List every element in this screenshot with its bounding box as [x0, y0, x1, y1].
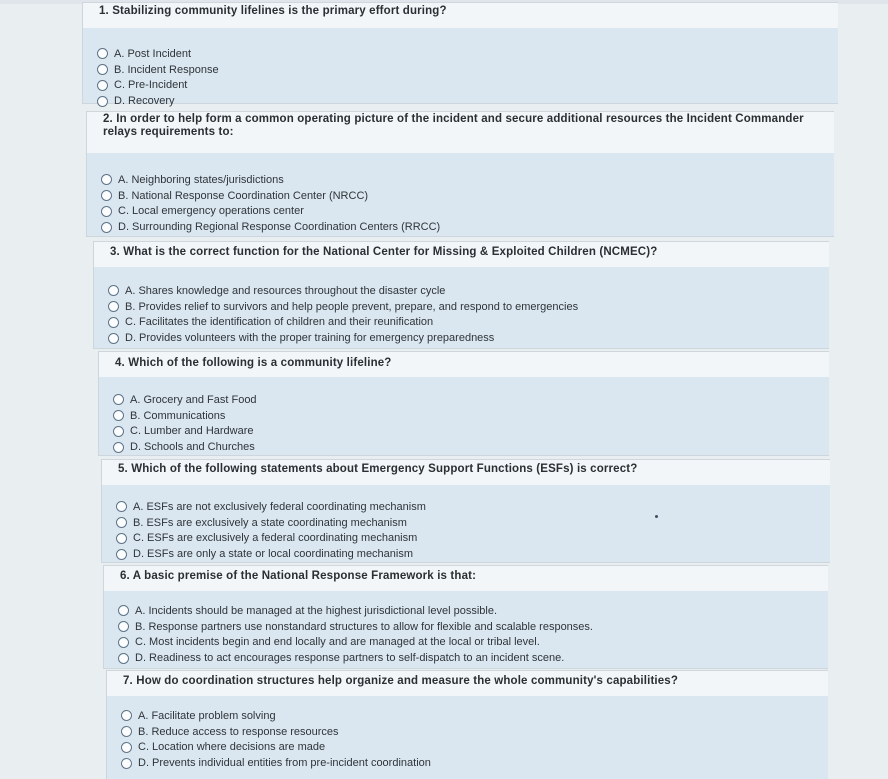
radio-button[interactable] — [108, 317, 119, 328]
radio-button[interactable] — [113, 442, 124, 453]
radio-button[interactable] — [118, 653, 129, 664]
question-title: 7. How do coordination structures help organize and measure the whole community's capabilities? — [123, 675, 679, 687]
answer-option-d[interactable] — [118, 650, 593, 666]
radio-button[interactable] — [121, 710, 132, 721]
option-label: C. Most incidents begin and end locally and are managed at the local or tribal level. — [135, 636, 540, 649]
radio-button[interactable] — [108, 285, 119, 296]
answer-option-b[interactable] — [118, 619, 593, 635]
option-label: B. National Response Coordination Center (NRCC) — [118, 189, 369, 202]
option-label: A. Grocery and Fast Food — [130, 393, 257, 406]
option-label: A. Neighboring states/jurisdictions — [118, 173, 284, 186]
answer-options — [108, 283, 578, 346]
option-label: B. Reduce access to response resources — [138, 725, 339, 738]
answer-option-b[interactable] — [108, 299, 578, 315]
radio-button[interactable] — [121, 758, 132, 769]
radio-button[interactable] — [116, 533, 127, 544]
radio-button[interactable] — [113, 426, 124, 437]
radio-button[interactable] — [116, 517, 127, 528]
question-title: 3. What is the correct function for the National Center for Missing & Exploited Children (NCMEC)? — [110, 246, 658, 258]
option-label: D. Surrounding Regional Response Coordination Centers (RRCC) — [118, 221, 441, 234]
radio-button[interactable] — [101, 174, 112, 185]
radio-button[interactable] — [101, 206, 112, 217]
option-label: C. Location where decisions are made — [138, 741, 326, 754]
option-label: A. Post Incident — [114, 47, 192, 60]
question-5 — [101, 459, 830, 563]
option-label: A. Facilitate problem solving — [138, 709, 276, 722]
answer-options — [116, 499, 426, 562]
option-label: C. Pre-Incident — [114, 79, 188, 92]
radio-button[interactable] — [108, 333, 119, 344]
option-label: B. Provides relief to survivors and help people prevent, prepare, and respond to emergencies — [125, 300, 579, 313]
radio-button[interactable] — [118, 637, 129, 648]
option-label: C. ESFs are exclusively a federal coordinating mechanism — [133, 532, 418, 545]
question-title: 6. A basic premise of the National Response Framework is that: — [120, 570, 477, 582]
answer-option-b[interactable] — [101, 188, 440, 204]
answer-option-b[interactable] — [113, 408, 257, 424]
question-4 — [98, 351, 829, 456]
answer-option-b[interactable] — [116, 515, 426, 531]
question-7 — [106, 670, 828, 779]
option-label: D. Schools and Churches — [130, 441, 255, 454]
option-label: B. Incident Response — [114, 63, 219, 76]
radio-button[interactable] — [113, 410, 124, 421]
option-label: D. Provides volunteers with the proper training for emergency preparedness — [125, 332, 495, 345]
question-3 — [93, 241, 829, 349]
answer-option-a[interactable] — [118, 603, 593, 619]
option-label: D. Recovery — [114, 95, 175, 108]
question-1 — [82, 2, 838, 108]
answer-option-c[interactable] — [121, 740, 431, 756]
question-title: 5. Which of the following statements about Emergency Support Functions (ESFs) is correct? — [118, 463, 638, 475]
answer-option-c[interactable] — [97, 78, 219, 94]
question-title: 2. In order to help form a common operating picture of the incident and secure additional resources the Incident Commander relays requirements to: — [103, 113, 804, 138]
option-label: B. Response partners use nonstandard structures to allow for flexible and scalable responses. — [135, 620, 593, 633]
answer-options — [118, 603, 593, 666]
answer-options — [97, 46, 219, 109]
option-label: B. Communications — [130, 409, 226, 422]
answer-option-d[interactable] — [113, 439, 257, 455]
answer-option-c[interactable] — [101, 204, 440, 220]
radio-button[interactable] — [97, 80, 108, 91]
answer-option-c[interactable] — [118, 635, 593, 651]
radio-button[interactable] — [101, 190, 112, 201]
answer-options — [101, 172, 440, 235]
answer-option-d[interactable] — [101, 219, 440, 235]
stray-dot — [655, 515, 658, 518]
answer-option-d[interactable] — [116, 546, 426, 562]
question-title: 1. Stabilizing community lifelines is the primary effort during? — [99, 5, 447, 17]
answer-option-c[interactable] — [108, 315, 578, 331]
answer-option-d[interactable] — [108, 330, 578, 346]
radio-button[interactable] — [118, 605, 129, 616]
option-label: A. Incidents should be managed at the highest jurisdictional level possible. — [135, 604, 498, 617]
answer-options — [121, 708, 431, 771]
radio-button[interactable] — [97, 48, 108, 59]
radio-button[interactable] — [118, 621, 129, 632]
option-label: A. ESFs are not exclusively federal coordinating mechanism — [133, 500, 426, 513]
option-label: B. ESFs are exclusively a state coordinating mechanism — [133, 516, 407, 529]
answer-option-b[interactable] — [121, 724, 431, 740]
answer-option-a[interactable] — [108, 283, 578, 299]
radio-button[interactable] — [113, 394, 124, 405]
option-label: C. Lumber and Hardware — [130, 425, 254, 438]
option-label: A. Shares knowledge and resources throughout the disaster cycle — [125, 284, 446, 297]
answer-option-d[interactable] — [97, 93, 219, 109]
answer-option-b[interactable] — [97, 62, 219, 78]
answer-option-d[interactable] — [121, 755, 431, 771]
radio-button[interactable] — [121, 742, 132, 753]
answer-option-a[interactable] — [121, 708, 431, 724]
option-label: D. ESFs are only a state or local coordinating mechanism — [133, 548, 414, 561]
question-6 — [103, 565, 828, 669]
answer-option-a[interactable] — [101, 172, 440, 188]
radio-button[interactable] — [101, 222, 112, 233]
option-label: D. Readiness to act encourages response partners to self-dispatch to an incident scene. — [135, 652, 565, 665]
question-2 — [86, 111, 834, 237]
radio-button[interactable] — [108, 301, 119, 312]
answer-option-a[interactable] — [113, 392, 257, 408]
answer-option-a[interactable] — [97, 46, 219, 62]
answer-option-a[interactable] — [116, 499, 426, 515]
option-label: C. Local emergency operations center — [118, 205, 304, 218]
option-label: C. Facilitates the identification of children and their reunification — [125, 316, 434, 329]
radio-button[interactable] — [97, 96, 108, 107]
option-label: D. Prevents individual entities from pre-incident coordination — [138, 757, 431, 770]
answer-option-c[interactable] — [113, 424, 257, 440]
radio-button[interactable] — [97, 64, 108, 75]
radio-button[interactable] — [116, 549, 127, 560]
question-title: 4. Which of the following is a community lifeline? — [115, 357, 392, 369]
answer-options — [113, 392, 257, 455]
radio-button[interactable] — [116, 501, 127, 512]
radio-button[interactable] — [121, 726, 132, 737]
answer-option-c[interactable] — [116, 531, 426, 547]
